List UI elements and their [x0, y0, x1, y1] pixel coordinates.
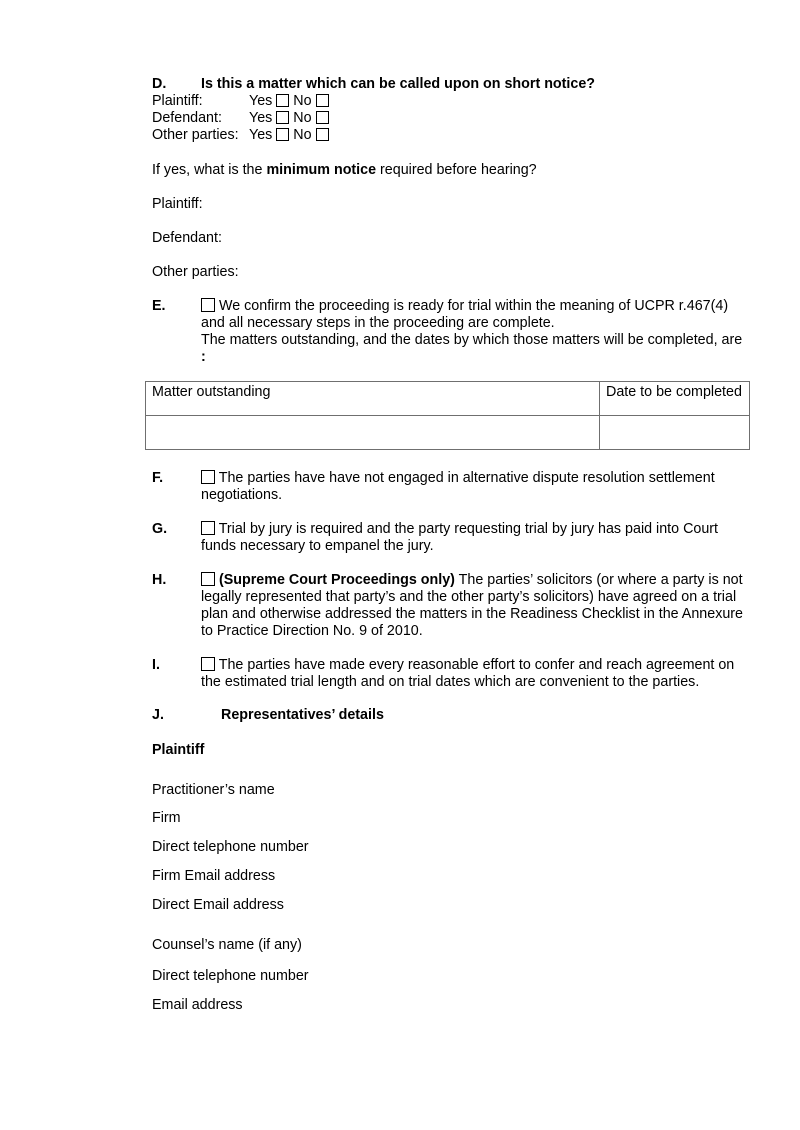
section-g-checkbox[interactable] — [201, 521, 215, 535]
plaintiff-party-label: Plaintiff: — [152, 93, 203, 109]
defendant-yes-checkbox[interactable] — [276, 111, 289, 124]
defendant-no-checkbox[interactable] — [316, 111, 329, 124]
other-parties-label: Other parties: — [152, 127, 239, 143]
section-h-letter: H. — [152, 572, 167, 588]
section-e-letter: E. — [152, 298, 166, 314]
section-h-checkbox[interactable] — [201, 572, 215, 586]
no-label: No — [293, 127, 312, 143]
min-notice-prefix: If yes, what is the — [152, 162, 267, 178]
yes-label: Yes — [249, 110, 273, 126]
defendant-party-label: Defendant: — [152, 110, 222, 126]
section-i-letter: I. — [152, 657, 160, 673]
min-notice-other-label: Other parties: — [152, 264, 239, 280]
min-notice-bold: minimum notice — [266, 162, 377, 178]
section-e-colon: : — [201, 349, 206, 365]
counsel-email-label: Email address — [152, 997, 243, 1013]
section-j-title: Representatives’ details — [221, 707, 384, 723]
section-e-checkbox[interactable] — [201, 298, 215, 312]
section-f-letter: F. — [152, 470, 164, 486]
matter-outstanding-cell[interactable] — [146, 416, 600, 450]
plaintiff-heading: Plaintiff — [152, 742, 205, 758]
firm-email-label: Firm Email address — [152, 868, 276, 884]
section-g-text: Trial by jury is required and the party requesting trial by jury has paid into Court funds necessary to empanel the jury. — [201, 521, 719, 554]
yes-label: Yes — [249, 127, 273, 143]
section-h-bold: (Supreme Court Proceedings only) — [218, 572, 455, 588]
section-f-checkbox[interactable] — [201, 470, 215, 484]
min-notice-suffix: required before hearing? — [376, 162, 537, 178]
min-notice-defendant-label: Defendant: — [152, 230, 222, 246]
matter-outstanding-header: Matter outstanding — [146, 382, 600, 416]
section-e-confirm-text: We confirm the proceeding is ready for trial within the meaning of UCPR r.467(4) and all necessary steps in the proceeding are complete. — [201, 298, 729, 331]
section-i-paragraph — [201, 657, 749, 691]
other-parties-yes-no — [249, 127, 329, 144]
plaintiff-no-checkbox[interactable] — [316, 94, 329, 107]
section-i-checkbox[interactable] — [201, 657, 215, 671]
section-d-question: Is this a matter which can be called upon on short notice? — [201, 76, 596, 92]
date-to-be-completed-header: Date to be completed — [600, 382, 750, 416]
defendant-yes-no — [249, 110, 329, 127]
direct-telephone-label: Direct telephone number — [152, 839, 309, 855]
section-g-letter: G. — [152, 521, 168, 537]
section-h-text: The parties’ solicitors (or where a party is not legally represented that party’s and the other party’s solicitors) have agreed on a trial plan and otherwise addressed the matters in the Readiness Checklist in the Annexure to Practice Direction No. 9 of 2010. — [201, 572, 744, 639]
direct-email-label: Direct Email address — [152, 897, 284, 913]
section-j-letter: J. — [152, 707, 164, 723]
date-to-be-completed-cell[interactable] — [600, 416, 750, 450]
section-d-letter: D. — [152, 76, 167, 92]
no-label: No — [293, 93, 312, 109]
other-parties-yes-checkbox[interactable] — [276, 128, 289, 141]
section-i-text: The parties have made every reasonable effort to confer and reach agreement on the estimated trial length and on trial dates which are convenient to the parties. — [201, 657, 735, 690]
no-label: No — [293, 110, 312, 126]
counsel-name-label: Counsel’s name (if any) — [152, 937, 302, 953]
matters-outstanding-table — [145, 381, 750, 450]
section-h-paragraph — [201, 572, 749, 640]
plaintiff-yes-checkbox[interactable] — [276, 94, 289, 107]
plaintiff-yes-no — [249, 93, 329, 110]
section-e-outstanding-text: The matters outstanding, and the dates by which those matters will be completed, are — [201, 332, 743, 348]
minimum-notice-question — [152, 162, 537, 179]
section-f-paragraph — [201, 470, 749, 504]
yes-label: Yes — [249, 93, 273, 109]
section-e-text — [201, 298, 749, 366]
practitioner-name-label: Practitioner’s name — [152, 782, 275, 798]
counsel-telephone-label: Direct telephone number — [152, 968, 309, 984]
section-g-paragraph — [201, 521, 749, 555]
firm-label: Firm — [152, 810, 181, 826]
other-parties-no-checkbox[interactable] — [316, 128, 329, 141]
min-notice-plaintiff-label: Plaintiff: — [152, 196, 203, 212]
section-f-text: The parties have have not engaged in alternative dispute resolution settlement negotiations. — [201, 470, 715, 503]
